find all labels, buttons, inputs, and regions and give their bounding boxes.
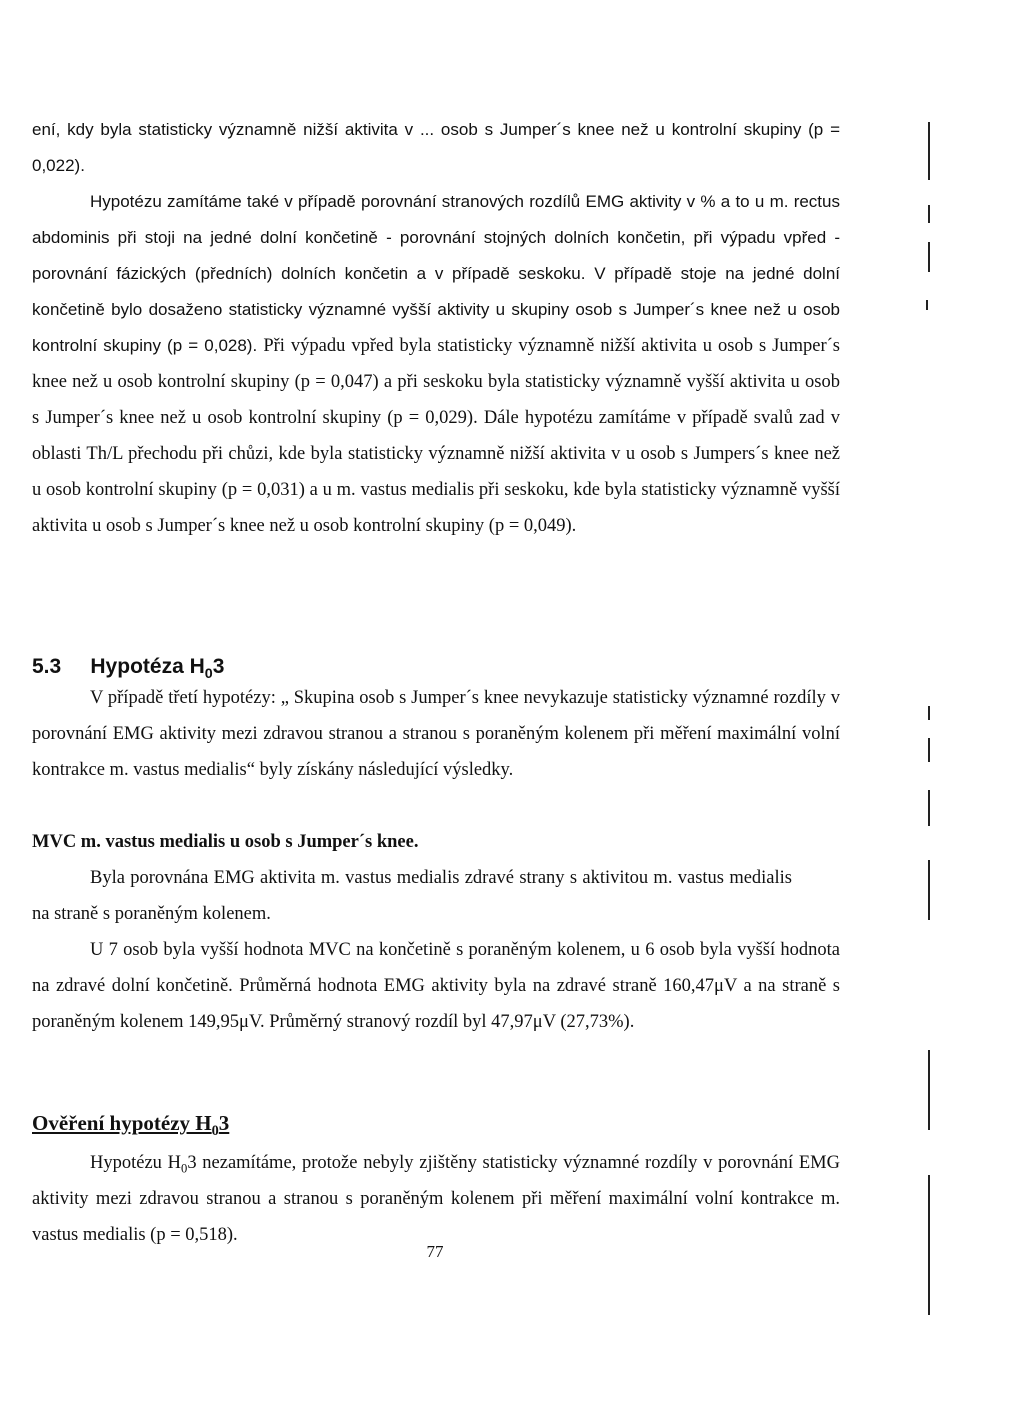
margin-mark xyxy=(928,1050,930,1130)
paragraph-hypothesis-rejection-text: Hypotézu zamítáme také v případě porovnání stranových rozdílů EMG aktivity v % a to u m. rectus abdominis při stoji na jedné dolní končetině - porovnání stojných dolních končetin, při výpadu vpřed - porovnání fázických (předních) dolních končetin a v případě seskoku. V případě stoje na jedné dolní končetině bylo dosaženo statisticky významné vyšší aktivity u skupiny osob s Jumper´s knee než u osob kontrolní skupiny (p = 0,028). xyxy=(32,192,840,355)
paragraph-third-hypothesis xyxy=(32,680,840,788)
paragraph-conclusion xyxy=(32,1145,840,1253)
margin-mark xyxy=(928,205,930,223)
paragraph-continuation-text: ení, kdy byla statisticky významně nižší aktivita v ... osob s Jumper´s knee než u kontrolní skupiny (p = 0,022). xyxy=(32,120,840,175)
paragraph-hypothesis-rejection-text-2: Při výpadu vpřed byla statisticky významně nižší aktivita u osob s Jumper´s knee než u osob kontrolní skupiny (p = 0,047) a při seskoku byla statisticky významně vyšší aktivita u osob s Jumper´s knee než u osob kontrolní skupiny (p = 0,029). Dále hypotézu zamítáme v případě svalů zad v oblasti Th/L přechodu při chůzi, kde byla statisticky významně nižší aktivita v u osob s Jumpers´s knee než u osob kontrolní skupiny (p = 0,031) a u m. vastus medialis při seskoku, kde byla statisticky významně vyšší aktivita u osob s Jumper´s knee než u osob kontrolní skupiny (p = 0,049). xyxy=(32,336,840,536)
margin-mark xyxy=(928,738,930,762)
paragraph-comparison-text: Byla porovnána EMG aktivita m. vastus medialis zdravé strany s aktivitou m. vastus medialis na straně s poraněným kolenem. xyxy=(32,868,792,924)
margin-mark xyxy=(928,242,930,272)
margin-mark xyxy=(928,790,930,826)
margin-mark xyxy=(928,860,930,920)
paragraph-conclusion-lead: Hypotézu H xyxy=(90,1153,182,1173)
margin-mark xyxy=(928,122,930,180)
section-number: 5.3 xyxy=(32,655,62,678)
subheading-mvc-text: MVC m. vastus medialis u osob s Jumper´s knee. xyxy=(32,832,419,852)
margin-mark xyxy=(928,706,930,720)
verification-heading xyxy=(32,1105,840,1143)
paragraph-hypothesis-rejection xyxy=(32,184,840,544)
page-number: 77 xyxy=(426,1242,444,1261)
paragraph-third-hypothesis-text: V případě třetí hypotézy: „ Skupina osob s Jumper´s knee nevykazuje statisticky významné rozdíly v porovnání EMG aktivity mezi zdravou stranou a stranou s poraněným kolenem při měření maximální volní kontrakce m. vastus medialis“ byly získány následující výsledky. xyxy=(32,688,840,780)
verification-heading-main: Ověření hypotézy H xyxy=(32,1111,212,1135)
verification-heading-suffix: 3 xyxy=(218,1111,230,1135)
section-heading xyxy=(32,652,224,682)
paragraph-results-text: U 7 osob byla vyšší hodnota MVC na končetině s poraněným kolenem, u 6 osob byla vyšší hodnota na zdravé dolní končetině. Průměrná hodnota EMG aktivity byla na zdravé straně 160,47μV a na straně s poraněným kolenem 149,95μV. Průměrný stranový rozdíl byl 47,97μV (27,73%). xyxy=(32,940,840,1032)
paragraph-conclusion-text: 3 nezamítáme, protože nebyly zjištěny statisticky významné rozdíly v porovnání EMG aktivity mezi zdravou stranou a stranou s poraněným kolenem při měření maximální volní kontrakce m. vastus medialis (p = 0,518). xyxy=(32,1153,840,1245)
verification-heading-text xyxy=(32,1111,230,1140)
paragraph-comparison xyxy=(32,860,792,932)
paragraph-results xyxy=(32,932,840,1040)
verification-heading-subscript: 0 xyxy=(211,1123,219,1140)
paragraph-conclusion-subscript: 0 xyxy=(181,1161,188,1176)
margin-mark xyxy=(926,300,928,310)
section-title-suffix: 3 xyxy=(212,655,225,678)
section-title: Hypotéza H xyxy=(90,655,205,678)
paragraph-continuation xyxy=(32,112,840,184)
section-title-subscript: 0 xyxy=(204,666,213,683)
margin-mark xyxy=(928,1175,930,1315)
subheading-mvc xyxy=(32,824,840,860)
